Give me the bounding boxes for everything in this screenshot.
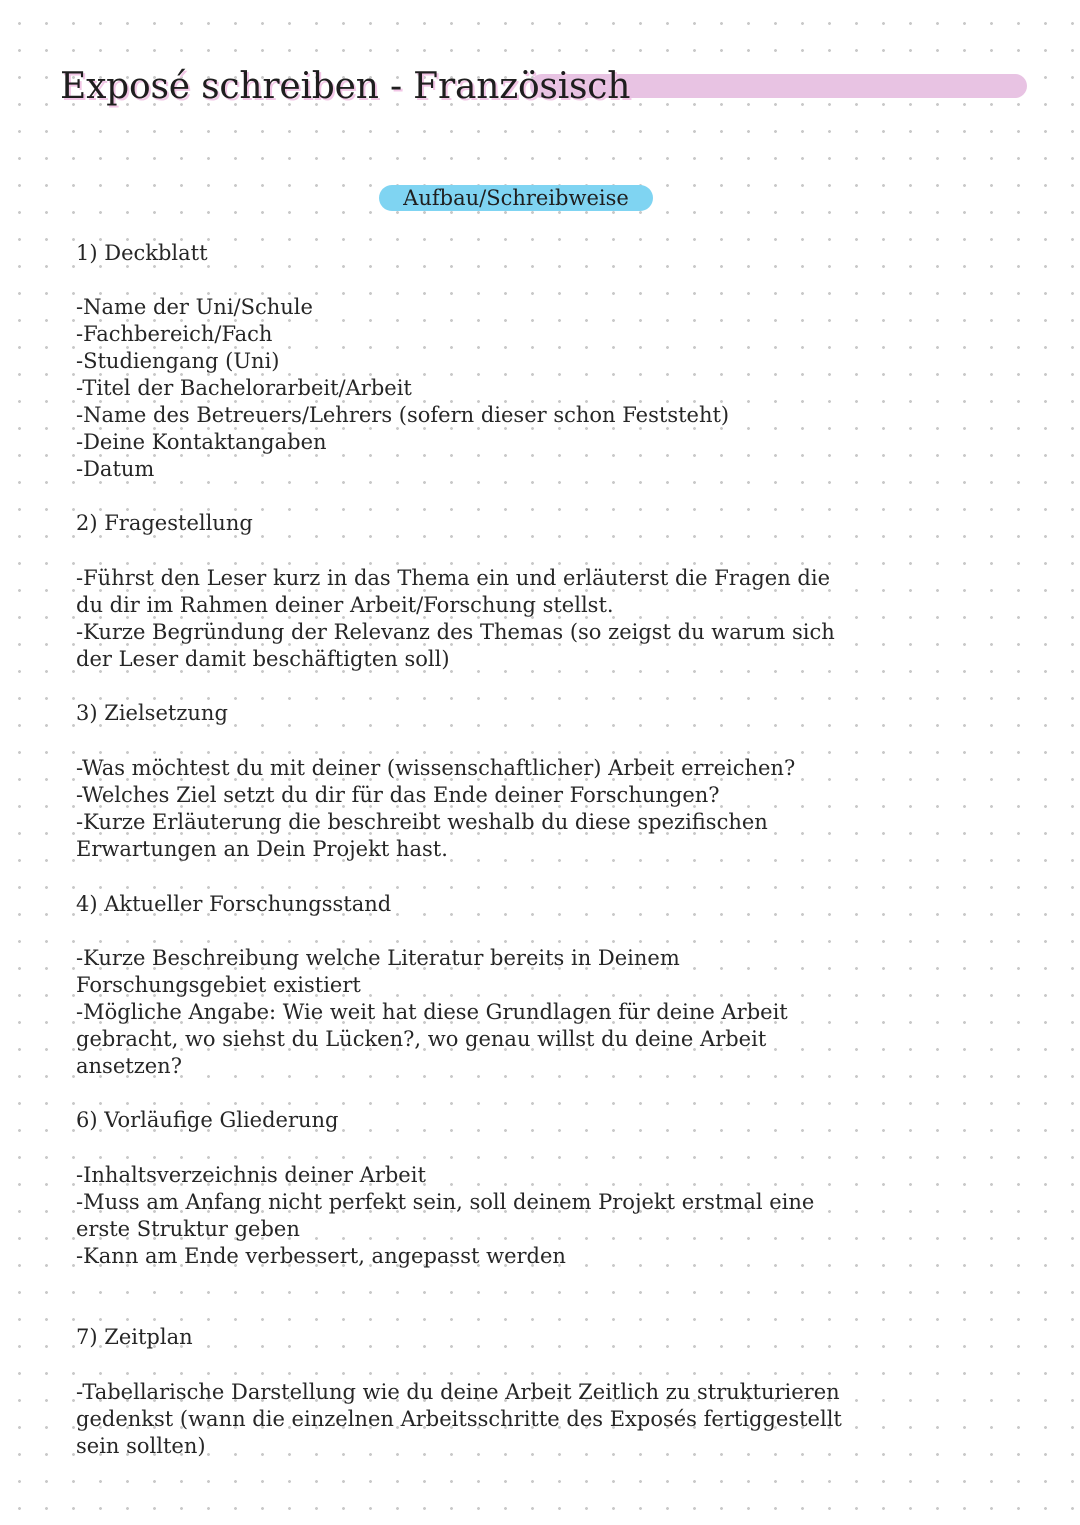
list-item: -Was möchtest du mit deiner (wissenschaftlicher) Arbeit erreichen? [76, 756, 796, 780]
list-item: -Kurze Erläuterung die beschreibt weshalb du diese spezifischen [76, 810, 768, 834]
list-item: gedenkst (wann die einzelnen Arbeitsschritte des Exposés fertiggestellt [76, 1407, 842, 1431]
section-heading-forschungsstand: 4) Aktueller Forschungsstand [76, 892, 392, 916]
list-item: -Kann am Ende verbessert, angepasst werden [76, 1244, 566, 1268]
section-heading-zeitplan: 7) Zeitplan [76, 1325, 193, 1349]
list-item: -Kurze Begründung der Relevanz des Themas (so zeigst du warum sich [76, 620, 835, 644]
list-item: ansetzen? [76, 1054, 182, 1078]
list-item: -Kurze Beschreibung welche Literatur bereits in Deinem [76, 946, 680, 970]
section-heading-deckblatt: 1) Deckblatt [76, 241, 208, 265]
list-item: -Welches Ziel setzt du dir für das Ende deiner Forschungen? [76, 783, 720, 807]
list-item: -Mögliche Angabe: Wie weit hat diese Grundlagen für deine Arbeit [76, 1000, 788, 1024]
list-item: -Name der Uni/Schule [76, 295, 313, 319]
list-item: -Inhaltsverzeichnis deiner Arbeit [76, 1163, 426, 1187]
list-item: sein sollten) [76, 1434, 206, 1458]
list-item: erste Struktur geben [76, 1217, 300, 1241]
list-item: -Fachbereich/Fach [76, 322, 273, 346]
list-item: -Name des Betreuers/Lehrers (sofern dieser schon Feststeht) [76, 403, 730, 427]
list-item: -Datum [76, 457, 155, 481]
list-item: -Führst den Leser kurz in das Thema ein und erläuterst die Fragen die [76, 566, 831, 590]
list-item: -Muss am Anfang nicht perfekt sein, soll deinem Projekt erstmal eine [76, 1190, 815, 1214]
list-item: -Titel der Bachelorarbeit/Arbeit [76, 376, 412, 400]
list-item: Erwartungen an Dein Projekt hast. [76, 837, 448, 861]
list-item: -Studiengang (Uni) [76, 349, 280, 373]
list-item: gebracht, wo siehst du Lücken?, wo genau willst du deine Arbeit [76, 1027, 767, 1051]
page-title: Exposé schreiben - Französisch [60, 66, 631, 107]
list-item: -Deine Kontaktangaben [76, 430, 327, 454]
section-heading-fragestellung: 2) Fragestellung [76, 511, 253, 535]
section-heading-zielsetzung: 3) Zielsetzung [76, 701, 228, 725]
list-item: der Leser damit beschäftigten soll) [76, 647, 450, 671]
list-item: du dir im Rahmen deiner Arbeit/Forschung stellst. [76, 593, 614, 617]
list-item: Forschungsgebiet existiert [76, 973, 361, 997]
section-heading-gliederung: 6) Vorläufige Gliederung [76, 1108, 339, 1132]
section-label-pill: Aufbau/Schreibweise [379, 185, 653, 211]
list-item: -Tabellarische Darstellung wie du deine Arbeit Zeitlich zu strukturieren [76, 1380, 840, 1404]
